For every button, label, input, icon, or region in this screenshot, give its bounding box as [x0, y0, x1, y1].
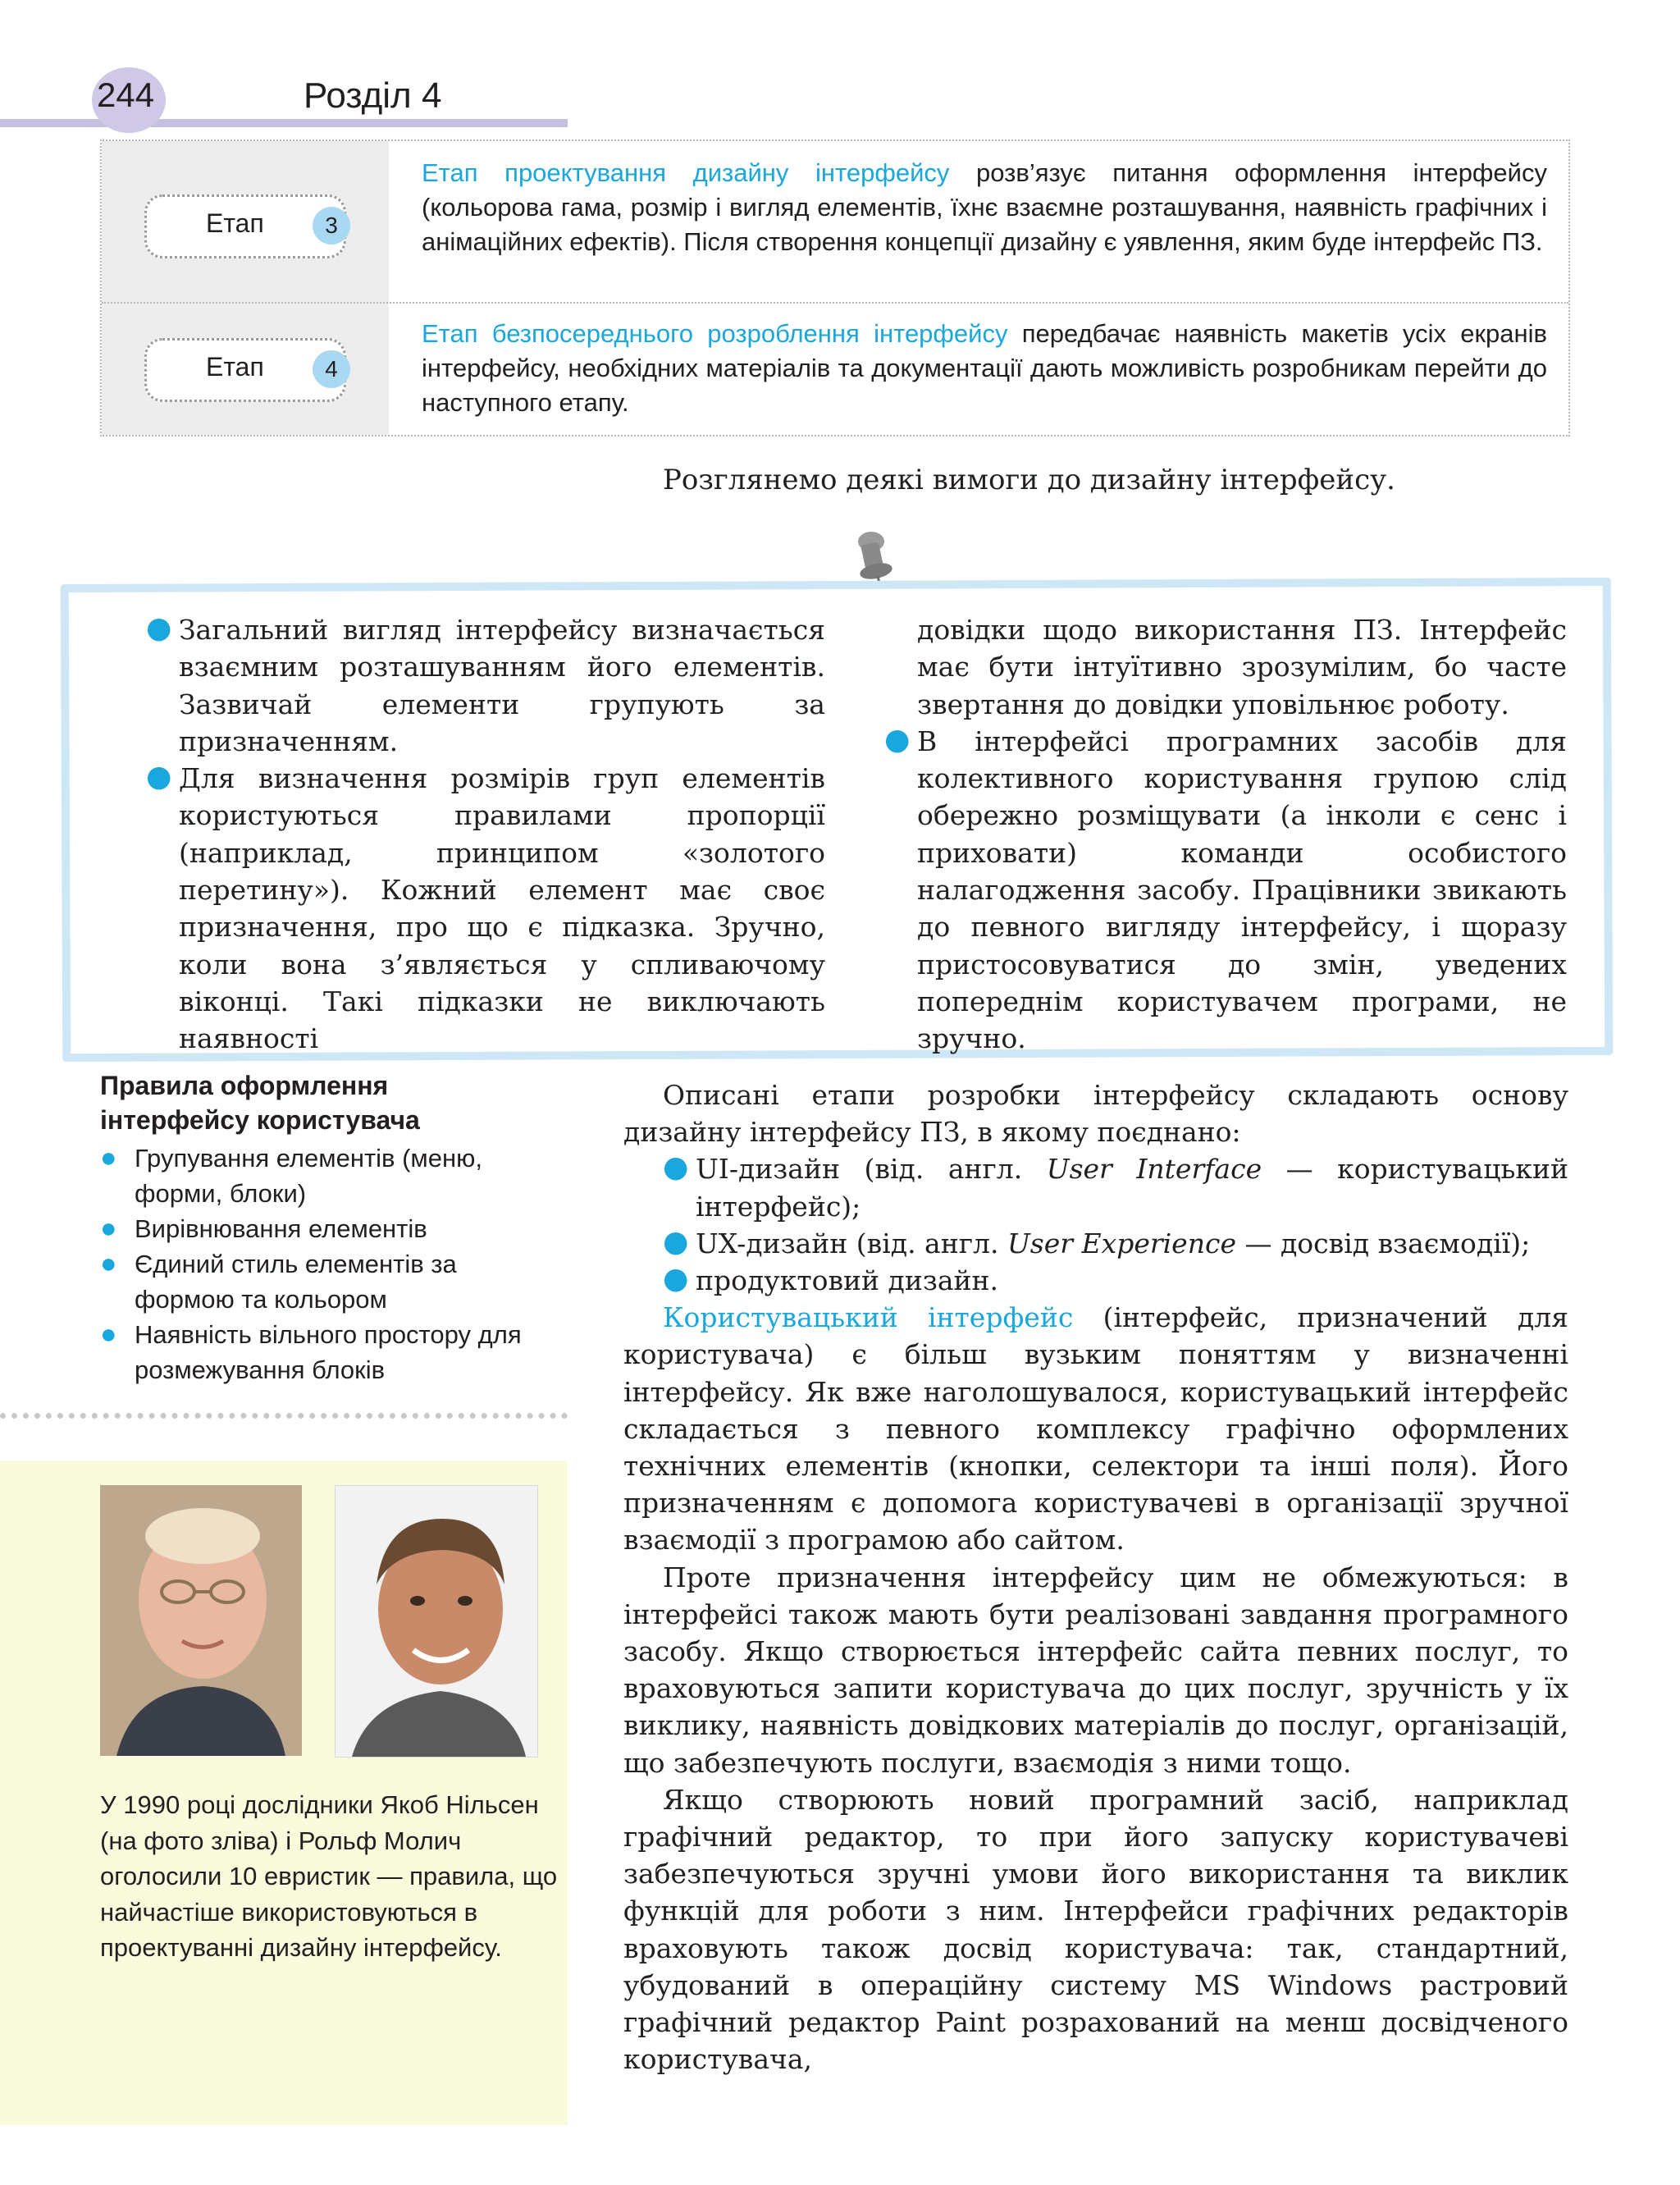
requirements-right-column [884, 611, 1567, 1058]
stage-4-description [422, 317, 1547, 420]
photo-caption: У 1990 році дослідники Якоб Нільсен (на фото зліва) і Рольф Молич оголосили 10 евристик — правила, що найчастіше використовуються в проектуванні дизайну інтерфейсу. [100, 1790, 558, 1962]
bullet-icon: ● [146, 760, 172, 794]
page-number: 244 [97, 75, 155, 114]
stage-divider [102, 302, 1568, 304]
bullet-icon: ● [146, 611, 172, 645]
requirement-continuation: довідки щодо використання ПЗ. Інтерфейс має бути інтуїтивно зрозумілим, бо часте звертання до довідки уповільнює роботу. [917, 614, 1567, 720]
design-bullet-ui: ● UI-дизайн (від. англ. User Interface — користувацький інтерфейс); [663, 1150, 1568, 1223]
stage-3-text: розв’язує питання оформлення інтерфейсу (кольорова гама, розмір і вигляд елементів, їхнє взаємне розташування, наявність графічних і анімаційних ефектів). Після створення концепції дизайну є уявлення, яким буде інтерфейс ПЗ. [422, 158, 1547, 256]
header-rule [0, 119, 568, 127]
stage-3-description [422, 156, 1547, 259]
main-text [623, 1077, 1568, 2078]
paragraph: Описані етапи розробки інтерфейсу складають основу дизайну інтерфейсу ПЗ, в якому поєднано: [623, 1079, 1568, 1149]
requirement-item: ● Загальний вигляд інтерфейсу визначається взаємним розташуванням його елементів. Зазвичай елементи групують за призначенням. [146, 611, 825, 757]
paragraph: Користувацький інтерфейс (інтерфейс, призначений для користувача) є більш вузьким поняттям у визначенні інтерфейсу. Як вже наголошувалося, користувацький інтерфейс складається з певного комплексу графічно оформлених технічних елементів (кнопки, селектори та інші поля). Його призначенням є допомога користувачеві в організації зручної взаємодії з програмою або сайтом. [623, 1301, 1568, 1556]
stage-label: Етап [206, 208, 264, 238]
design-bullet-product: ● продуктовий дизайн. [663, 1262, 998, 1297]
design-bullet-ux: ● UX-дизайн (від. англ. User Experience — досвід взаємодії); [663, 1224, 1531, 1259]
bullet-icon: ● [100, 1142, 117, 1173]
bullet-icon: ● [663, 1262, 689, 1296]
requirements-left-column [146, 611, 825, 1058]
stage-number-badge: 3 [313, 207, 350, 245]
bullet-icon: ● [100, 1213, 117, 1244]
stage-table [100, 139, 1570, 437]
paragraph: Проте призначення інтерфейсу цим не обмежуються: в інтерфейсі також мають бути реалізовані завдання програмного засобу. Якщо створюється інтерфейс сайта певних послуг, то враховуються запити користувача до цих послуг, зручність у їх виклику, наявність довідкових матеріалів до послуг, організацій, що забезпечують послуги, взаємодія з ними тощо. [623, 1561, 1568, 1779]
stage-3-term: Етап проектування дизайну інтерфейсу [422, 158, 950, 187]
bullet-icon: ● [884, 722, 911, 757]
photo-rolf-molich [335, 1485, 538, 1758]
rules-title: Правила оформлення інтерфейсу користувача [100, 1071, 420, 1135]
stage-4-text: передбачає наявність макетів усіх екранів інтерфейсу, необхідних матеріалів та документації дають можливість розробникам перейти до наступного етапу. [422, 319, 1547, 417]
requirement-item: ● Для визначення розмірів груп елементів користуються правилами пропорції (наприклад, принципом «золотого перетину»). Кожний елемент має своє призначення, про що є підказка. Зручно, коли вона з’являється у спливаючому віконці. Такі підказки не виключають наявності [146, 760, 825, 1055]
rules-list [100, 1140, 559, 1387]
stage-4-term: Етап безпосереднього розроблення інтерфейсу [422, 319, 1008, 348]
requirement-item: ● В інтерфейсі програмних засобів для колективного користування групою слід обережно розміщувати (а інколи є сенс і приховати) команди особистого налагодження засобу. Працівники звикають до певного вигляду інтерфейсу, і щоразу пристосовуватися до змін, уведених попереднім користувачем програми, не зручно. [884, 722, 1567, 1055]
bullet-icon: ● [100, 1248, 117, 1279]
rule-item: ● Наявність вільного простору для розмежування блоків [100, 1319, 522, 1384]
photo-jakob-nielsen [100, 1485, 302, 1756]
portrait-icon [100, 1485, 302, 1756]
rule-item: ● Єдиний стиль елементів за формою та кольором [100, 1248, 457, 1314]
dotted-separator [0, 1413, 568, 1419]
user-interface-term: Користувацький інтерфейс [663, 1301, 1074, 1334]
chapter-title: Розділ 4 [304, 75, 442, 116]
stage-number-badge: 4 [313, 350, 350, 388]
bullet-icon: ● [663, 1150, 689, 1185]
stage-3-pill [144, 194, 346, 258]
portrait-icon [336, 1486, 537, 1757]
rule-item: ● Вирівнювання елементів [100, 1211, 559, 1246]
bullet-icon: ● [100, 1319, 117, 1350]
rule-item: ● Групування елементів (меню, форми, блоки) [100, 1142, 482, 1208]
bullet-icon: ● [663, 1224, 689, 1259]
paragraph: Якщо створюють новий програмний засіб, наприклад графічний редактор, то при його запуску користувачеві забезпечуються зручні умови його використання та виклик функцій для роботи з ним. Інтерфейси графічних редакторів враховують також досвід користувача: так, стандартний, убудований в операційну систему MS Windows растровий графічний редактор Paint розрахований на менш досвідченого користувача, [623, 1783, 1568, 2076]
stage-label: Етап [206, 352, 264, 382]
stage-4-pill [144, 338, 346, 402]
intro-line: Розглянемо деякі вимоги до дизайну інтерфейсу. [663, 464, 1395, 496]
